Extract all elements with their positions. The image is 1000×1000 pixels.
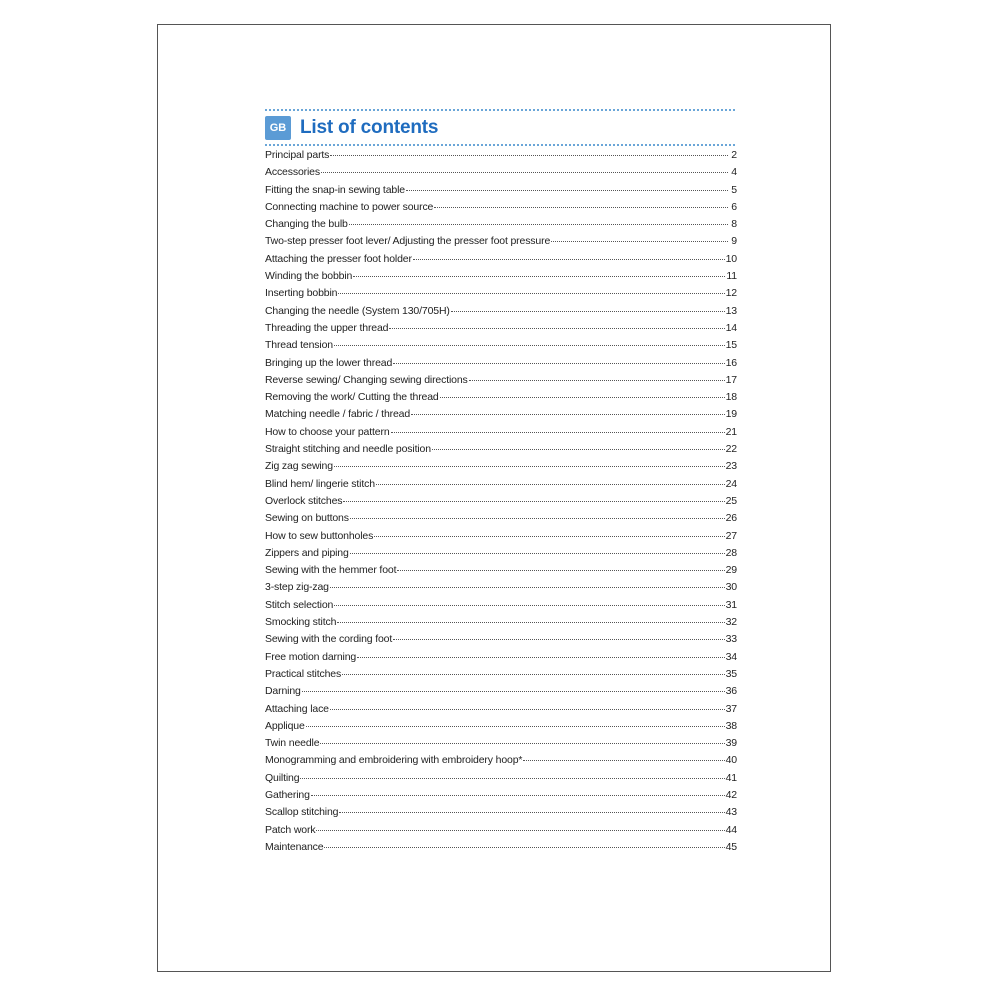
toc-entry-title: Threading the upper thread — [265, 321, 389, 334]
toc-entry[interactable] — [265, 426, 737, 443]
toc-entry-page: 4 — [731, 166, 737, 179]
toc-entry[interactable] — [265, 218, 737, 235]
toc-entry[interactable] — [265, 616, 737, 633]
toc-leader-dots — [311, 795, 725, 796]
toc-leader-dots — [321, 172, 728, 173]
toc-entry-page: 25 — [725, 494, 737, 507]
toc-entry-page: 41 — [725, 771, 737, 784]
toc-entry-page: 17 — [725, 373, 737, 386]
toc-entry-page: 18 — [725, 391, 737, 404]
toc-entry-title: Darning — [265, 685, 301, 698]
toc-entry-title: Scallop stitching — [265, 806, 339, 819]
toc-entry-title: Fitting the snap-in sewing table — [265, 183, 405, 196]
toc-entry-page: 6 — [731, 200, 737, 213]
toc-entry-title: Zippers and piping — [265, 546, 349, 559]
toc-entry-title: Accessories — [265, 166, 320, 179]
toc-entry-page: 35 — [725, 667, 737, 680]
toc-leader-dots — [551, 241, 728, 242]
toc-header — [265, 109, 735, 146]
toc-leader-dots — [451, 311, 725, 312]
toc-entry[interactable] — [265, 754, 737, 771]
toc-leader-dots — [343, 501, 724, 502]
toc-leader-dots — [411, 414, 725, 415]
toc-entry[interactable] — [265, 806, 737, 823]
toc-entry-title: Principal parts — [265, 149, 330, 161]
toc-entry-title: How to choose your pattern — [265, 425, 390, 438]
language-badge: GB — [265, 116, 291, 140]
toc-entry-page: 13 — [725, 304, 737, 317]
toc-leader-dots — [334, 466, 725, 467]
toc-entry-page: 45 — [725, 840, 737, 853]
toc-entry-page: 28 — [725, 546, 737, 559]
toc-entry-title: Free motion darning — [265, 650, 357, 663]
toc-entry-page: 14 — [725, 321, 737, 334]
toc-entry-title: Changing the needle (System 130/705H) — [265, 304, 450, 317]
toc-entry-page: 24 — [725, 477, 737, 490]
toc-entry-page: 27 — [725, 529, 737, 542]
toc-entry-page: 36 — [725, 685, 737, 698]
toc-entry[interactable] — [265, 166, 737, 183]
toc-entry[interactable] — [265, 443, 737, 460]
toc-entry-title: Sewing with the cording foot — [265, 633, 393, 646]
toc-entry-page: 29 — [725, 564, 737, 577]
toc-entry-title: Monogramming and embroidering with embroidery hoop* — [265, 754, 523, 767]
toc-leader-dots — [523, 760, 724, 761]
toc-entry[interactable] — [265, 478, 737, 495]
toc-leader-dots — [324, 847, 724, 848]
toc-entry[interactable] — [265, 841, 737, 858]
toc-entry-page: 30 — [725, 581, 737, 594]
toc-entry-page: 21 — [725, 425, 737, 438]
toc-entry[interactable] — [265, 495, 737, 512]
toc-entry-page: 11 — [726, 270, 737, 283]
toc-entry-page: 2 — [731, 149, 737, 161]
toc-entry[interactable] — [265, 184, 737, 201]
toc-entry-title: Connecting machine to power source — [265, 200, 434, 213]
toc-leader-dots — [393, 363, 724, 364]
toc-entry[interactable] — [265, 530, 737, 547]
toc-entry-page: 38 — [725, 719, 737, 732]
toc-entry[interactable] — [265, 651, 737, 668]
toc-entry-page: 40 — [725, 754, 737, 767]
toc-entry-page: 26 — [725, 512, 737, 525]
toc-leader-dots — [334, 605, 724, 606]
toc-entry-page: 42 — [725, 788, 737, 801]
toc-entry[interactable] — [265, 149, 737, 166]
toc-leader-dots — [339, 812, 724, 813]
toc-entry-page: 33 — [725, 633, 737, 646]
toc-entry-title: Two-step presser foot lever/ Adjusting the presser foot pressure — [265, 235, 551, 248]
toc-entry-page: 10 — [725, 252, 737, 265]
toc-entry[interactable] — [265, 460, 737, 477]
toc-entry-title: Blind hem/ lingerie stitch — [265, 477, 375, 490]
toc-entry[interactable] — [265, 322, 737, 339]
toc-leader-dots — [342, 674, 725, 675]
toc-leader-dots — [306, 726, 725, 727]
toc-entry-title: Practical stitches — [265, 667, 342, 680]
toc-entry-title: Gathering — [265, 788, 310, 801]
toc-leader-dots — [397, 570, 724, 571]
toc-entry[interactable] — [265, 824, 737, 841]
toc-leader-dots — [350, 553, 725, 554]
toc-leader-dots — [330, 587, 725, 588]
toc-leader-dots — [391, 432, 725, 433]
document-page — [157, 24, 831, 972]
toc-entry-title: Quilting — [265, 771, 300, 784]
toc-entry-title: Bringing up the lower thread — [265, 356, 393, 369]
toc-leader-dots — [350, 518, 725, 519]
toc-entry-page: 31 — [725, 598, 737, 611]
toc-entry[interactable] — [265, 374, 737, 391]
toc-entry-page: 44 — [725, 823, 737, 836]
toc-entry[interactable] — [265, 564, 737, 581]
toc-entry-title: Inserting bobbin — [265, 287, 338, 300]
toc-entry-page: 8 — [731, 218, 737, 231]
toc-entry-title: Straight stitching and needle position — [265, 443, 431, 456]
toc-leader-dots — [389, 328, 724, 329]
toc-entry-page: 12 — [725, 287, 737, 300]
top-dotted-rule — [265, 109, 735, 111]
toc-entry-title: Maintenance — [265, 840, 324, 853]
toc-entry-title: Attaching the presser foot holder — [265, 252, 412, 265]
toc-entry[interactable] — [265, 668, 737, 685]
toc-entry-page: 19 — [725, 408, 737, 421]
toc-entry-title: How to sew buttonholes — [265, 529, 374, 542]
toc-entry-page: 23 — [725, 460, 737, 473]
toc-leader-dots — [406, 190, 728, 191]
toc-leader-dots — [349, 224, 728, 225]
toc-leader-dots — [434, 207, 728, 208]
toc-entry[interactable] — [265, 287, 737, 304]
toc-entry[interactable] — [265, 201, 737, 218]
toc-entry-page: 5 — [731, 183, 737, 196]
toc-entry[interactable] — [265, 720, 737, 737]
toc-leader-dots — [300, 778, 724, 779]
toc-entry-page: 34 — [725, 650, 737, 663]
toc-entry[interactable] — [265, 581, 737, 598]
toc-entry[interactable] — [265, 789, 737, 806]
toc-leader-dots — [353, 276, 725, 277]
toc-entry[interactable] — [265, 408, 737, 425]
toc-entry-title: Thread tension — [265, 339, 333, 352]
toc-leader-dots — [330, 709, 725, 710]
toc-leader-dots — [432, 449, 725, 450]
toc-entry-title: Changing the bulb — [265, 218, 348, 231]
toc-entry-title: 3-step zig-zag — [265, 581, 329, 594]
toc-entry-title: Matching needle / fabric / thread — [265, 408, 411, 421]
toc-entry-title: Overlock stitches — [265, 494, 343, 507]
toc-leader-dots — [338, 293, 724, 294]
toc-leader-dots — [440, 397, 725, 398]
toc-entry[interactable] — [265, 737, 737, 754]
toc-entry-page: 39 — [725, 737, 737, 750]
toc-entry[interactable] — [265, 339, 737, 356]
toc-leader-dots — [337, 622, 724, 623]
toc-entry-title: Zig zag sewing — [265, 460, 333, 473]
toc-entry[interactable] — [265, 305, 737, 322]
toc-leader-dots — [413, 259, 725, 260]
toc-entry[interactable] — [265, 253, 737, 270]
toc-entry[interactable] — [265, 512, 737, 529]
toc-entry-title: Twin needle — [265, 737, 320, 750]
toc-entry-title: Stitch selection — [265, 598, 334, 611]
toc-entry-title: Applique — [265, 719, 305, 732]
toc-entry[interactable] — [265, 235, 737, 252]
toc-entry-title: Sewing with the hemmer foot — [265, 564, 397, 577]
toc-entry-page: 15 — [725, 339, 737, 352]
toc-leader-dots — [376, 484, 725, 485]
toc-entry[interactable] — [265, 685, 737, 702]
title-row — [265, 113, 735, 143]
toc-entry[interactable] — [265, 633, 737, 650]
toc-entry[interactable] — [265, 772, 737, 789]
toc-entry-page: 16 — [725, 356, 737, 369]
toc-entry-title: Patch work — [265, 823, 316, 836]
toc-entry-page: 9 — [731, 235, 737, 248]
toc-entry-title: Removing the work/ Cutting the thread — [265, 391, 439, 404]
toc-entry-title: Winding the bobbin — [265, 270, 353, 283]
toc-entry-title: Sewing on buttons — [265, 512, 349, 525]
toc-leader-dots — [374, 536, 724, 537]
toc-entry[interactable] — [265, 547, 737, 564]
toc-entry-title: Reverse sewing/ Changing sewing directions — [265, 373, 468, 386]
page-title: List of contents — [300, 117, 439, 138]
toc-entry-title: Attaching lace — [265, 702, 329, 715]
toc-entry[interactable] — [265, 391, 737, 408]
toc-leader-dots — [330, 155, 728, 156]
toc-entry-page: 32 — [725, 616, 737, 629]
toc-entry-title: Smocking stitch — [265, 616, 337, 629]
toc-leader-dots — [334, 345, 725, 346]
toc-entry-page: 22 — [725, 443, 737, 456]
toc-entry[interactable] — [265, 270, 737, 287]
toc-leader-dots — [320, 743, 724, 744]
toc-leader-dots — [357, 657, 724, 658]
toc-leader-dots — [393, 639, 724, 640]
toc-entry[interactable] — [265, 357, 737, 374]
toc-entry[interactable] — [265, 703, 737, 720]
toc-entry-page: 37 — [725, 702, 737, 715]
toc-entry-page: 43 — [725, 806, 737, 819]
bottom-dotted-rule — [265, 144, 735, 146]
toc-leader-dots — [469, 380, 725, 381]
toc-entry[interactable] — [265, 599, 737, 616]
toc-leader-dots — [302, 691, 725, 692]
toc-list — [265, 149, 737, 858]
toc-leader-dots — [316, 830, 724, 831]
